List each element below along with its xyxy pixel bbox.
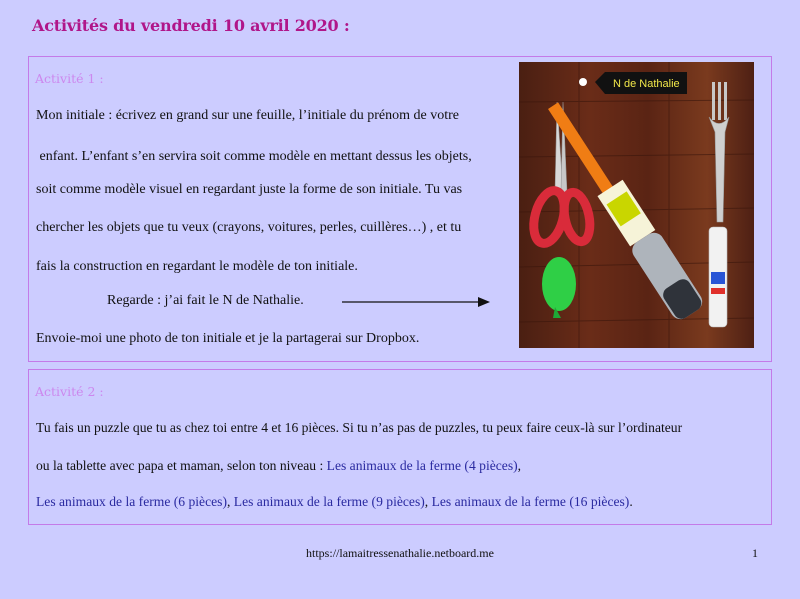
activity-2-line-2: ou la tablette avec papa et maman, selon ton niveau : Les animaux de la ferme (4 pièces), bbox=[36, 458, 522, 473]
page-number: 1 bbox=[752, 546, 758, 560]
photo-caption: N de Nathalie bbox=[613, 78, 680, 90]
puzzle-link-4[interactable]: Les animaux de la ferme (4 pièces) bbox=[326, 458, 518, 473]
activity-2-line-3: Les animaux de la ferme (6 pièces), Les animaux de la ferme (9 pièces), Les animaux de la ferme (16 pièces). bbox=[36, 494, 633, 509]
activity-1-line-4: chercher les objets que tu veux (crayons, voitures, perles, cuillères…) , et tu bbox=[36, 220, 462, 235]
activity-2-line-1: Tu fais un puzzle que tu as chez toi entre 4 et 16 pièces. Si tu n’as pas de puzzles, tu peux faire ceux-là sur l’ordinateur bbox=[36, 420, 683, 435]
initial-photo bbox=[519, 62, 754, 348]
activity-1-box bbox=[28, 56, 772, 362]
footer-url[interactable]: https://lamaitressenathalie.netboard.me bbox=[306, 546, 494, 560]
envoie-text: Envoie-moi une photo de ton initiale et je la partagerai sur Dropbox. bbox=[36, 331, 420, 346]
activity-2-label: Activité 2 : bbox=[35, 384, 104, 399]
regarde-text: Regarde : j’ai fait le N de Nathalie. bbox=[107, 293, 304, 308]
puzzle-link-6[interactable]: Les animaux de la ferme (6 pièces) bbox=[36, 494, 227, 509]
activity-1-line-1: Mon initiale : écrivez en grand sur une feuille, l’initiale du prénom de votre bbox=[36, 108, 459, 123]
arrow-right-icon bbox=[342, 296, 490, 308]
activity-1-line-2: enfant. L’enfant s’en servira soit comme modèle en mettant dessus les objets, bbox=[36, 149, 472, 164]
activity-2-box bbox=[28, 369, 772, 525]
activity-1-line-3: soit comme modèle visuel en regardant juste la forme de son initiale. Tu vas bbox=[36, 182, 463, 197]
page-title: Activités du vendredi 10 avril 2020 : bbox=[32, 16, 350, 35]
puzzle-link-16[interactable]: Les animaux de la ferme (16 pièces) bbox=[431, 494, 630, 509]
activity-2-line-2-text: ou la tablette avec papa et maman, selon ton niveau : bbox=[36, 458, 327, 473]
activity-1-line-5: fais la construction en regardant le modèle de ton initiale. bbox=[36, 259, 358, 274]
activity-1-label: Activité 1 : bbox=[35, 71, 104, 86]
puzzle-link-9[interactable]: Les animaux de la ferme (9 pièces) bbox=[233, 494, 425, 509]
